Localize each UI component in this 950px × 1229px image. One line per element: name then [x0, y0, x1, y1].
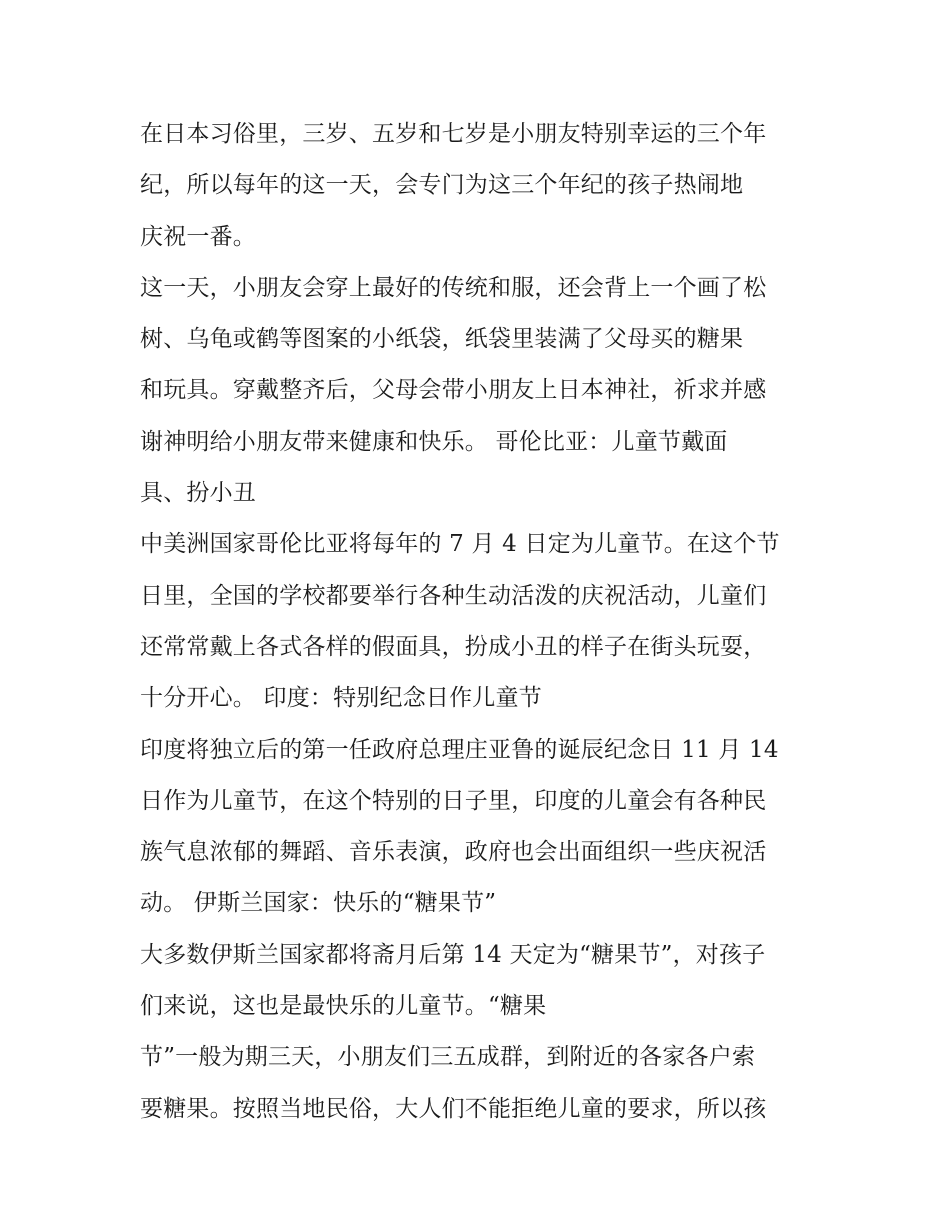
text-line: 树、乌龟或鹤等图案的小纸袋，纸袋里装满了父母买的糖果	[140, 326, 744, 353]
text-line: 和玩具。穿戴整齐后，父母会带小朋友上日本神社，祈求并感	[140, 377, 767, 404]
text-line: 日里，全国的学校都要举行各种生动活泼的庆祝活动，儿童们	[140, 582, 767, 609]
text-line: 纪，所以每年的这一天，会专门为这三个年纪的孩子热闹地	[140, 172, 744, 199]
text-line: 大多数伊斯兰国家都将斋月后第 14 天定为“糖果节”，对孩子	[140, 941, 766, 968]
text-line: 们来说，这也是最快乐的儿童节。“糖果	[140, 993, 547, 1020]
text-line: 在日本习俗里，三岁、五岁和七岁是小朋友特别幸运的三个年	[140, 121, 767, 147]
text-line: 谢神明给小朋友带来健康和快乐。 哥伦比亚：儿童节戴面	[140, 428, 728, 455]
text-line: 这一天，小朋友会穿上最好的传统和服，还会背上一个画了松	[140, 274, 767, 301]
text-line: 日作为儿童节，在这个特别的日子里，印度的儿童会有各种民	[140, 787, 767, 814]
text-line: 十分开心。 印度：特别纪念日作儿童节	[140, 685, 542, 712]
text-line: 印度将独立后的第一任政府总理庄亚鲁的诞辰纪念日 11 月 14	[140, 736, 779, 763]
text-line: 具、扮小丑	[140, 480, 256, 507]
text-line: 还常常戴上各式各样的假面具，扮成小丑的样子在街头玩耍，	[140, 633, 767, 660]
text-line: 庆祝一番。	[140, 223, 256, 250]
text-line: 中美洲国家哥伦比亚将每年的 7 月 4 日定为儿童节。在这个节	[140, 531, 780, 558]
body-text	[140, 109, 840, 1135]
text-line: 动。 伊斯兰国家：快乐的“糖果节”	[140, 890, 497, 917]
text-line: 节”一般为期三天，小朋友们三五成群，到附近的各家各户索	[140, 1044, 756, 1071]
text-line: 要糖果。按照当地民俗，大人们不能拒绝儿童的要求，所以孩	[140, 1095, 767, 1122]
text-line: 族气息浓郁的舞蹈、音乐表演，政府也会出面组织一些庆祝活	[140, 839, 767, 866]
